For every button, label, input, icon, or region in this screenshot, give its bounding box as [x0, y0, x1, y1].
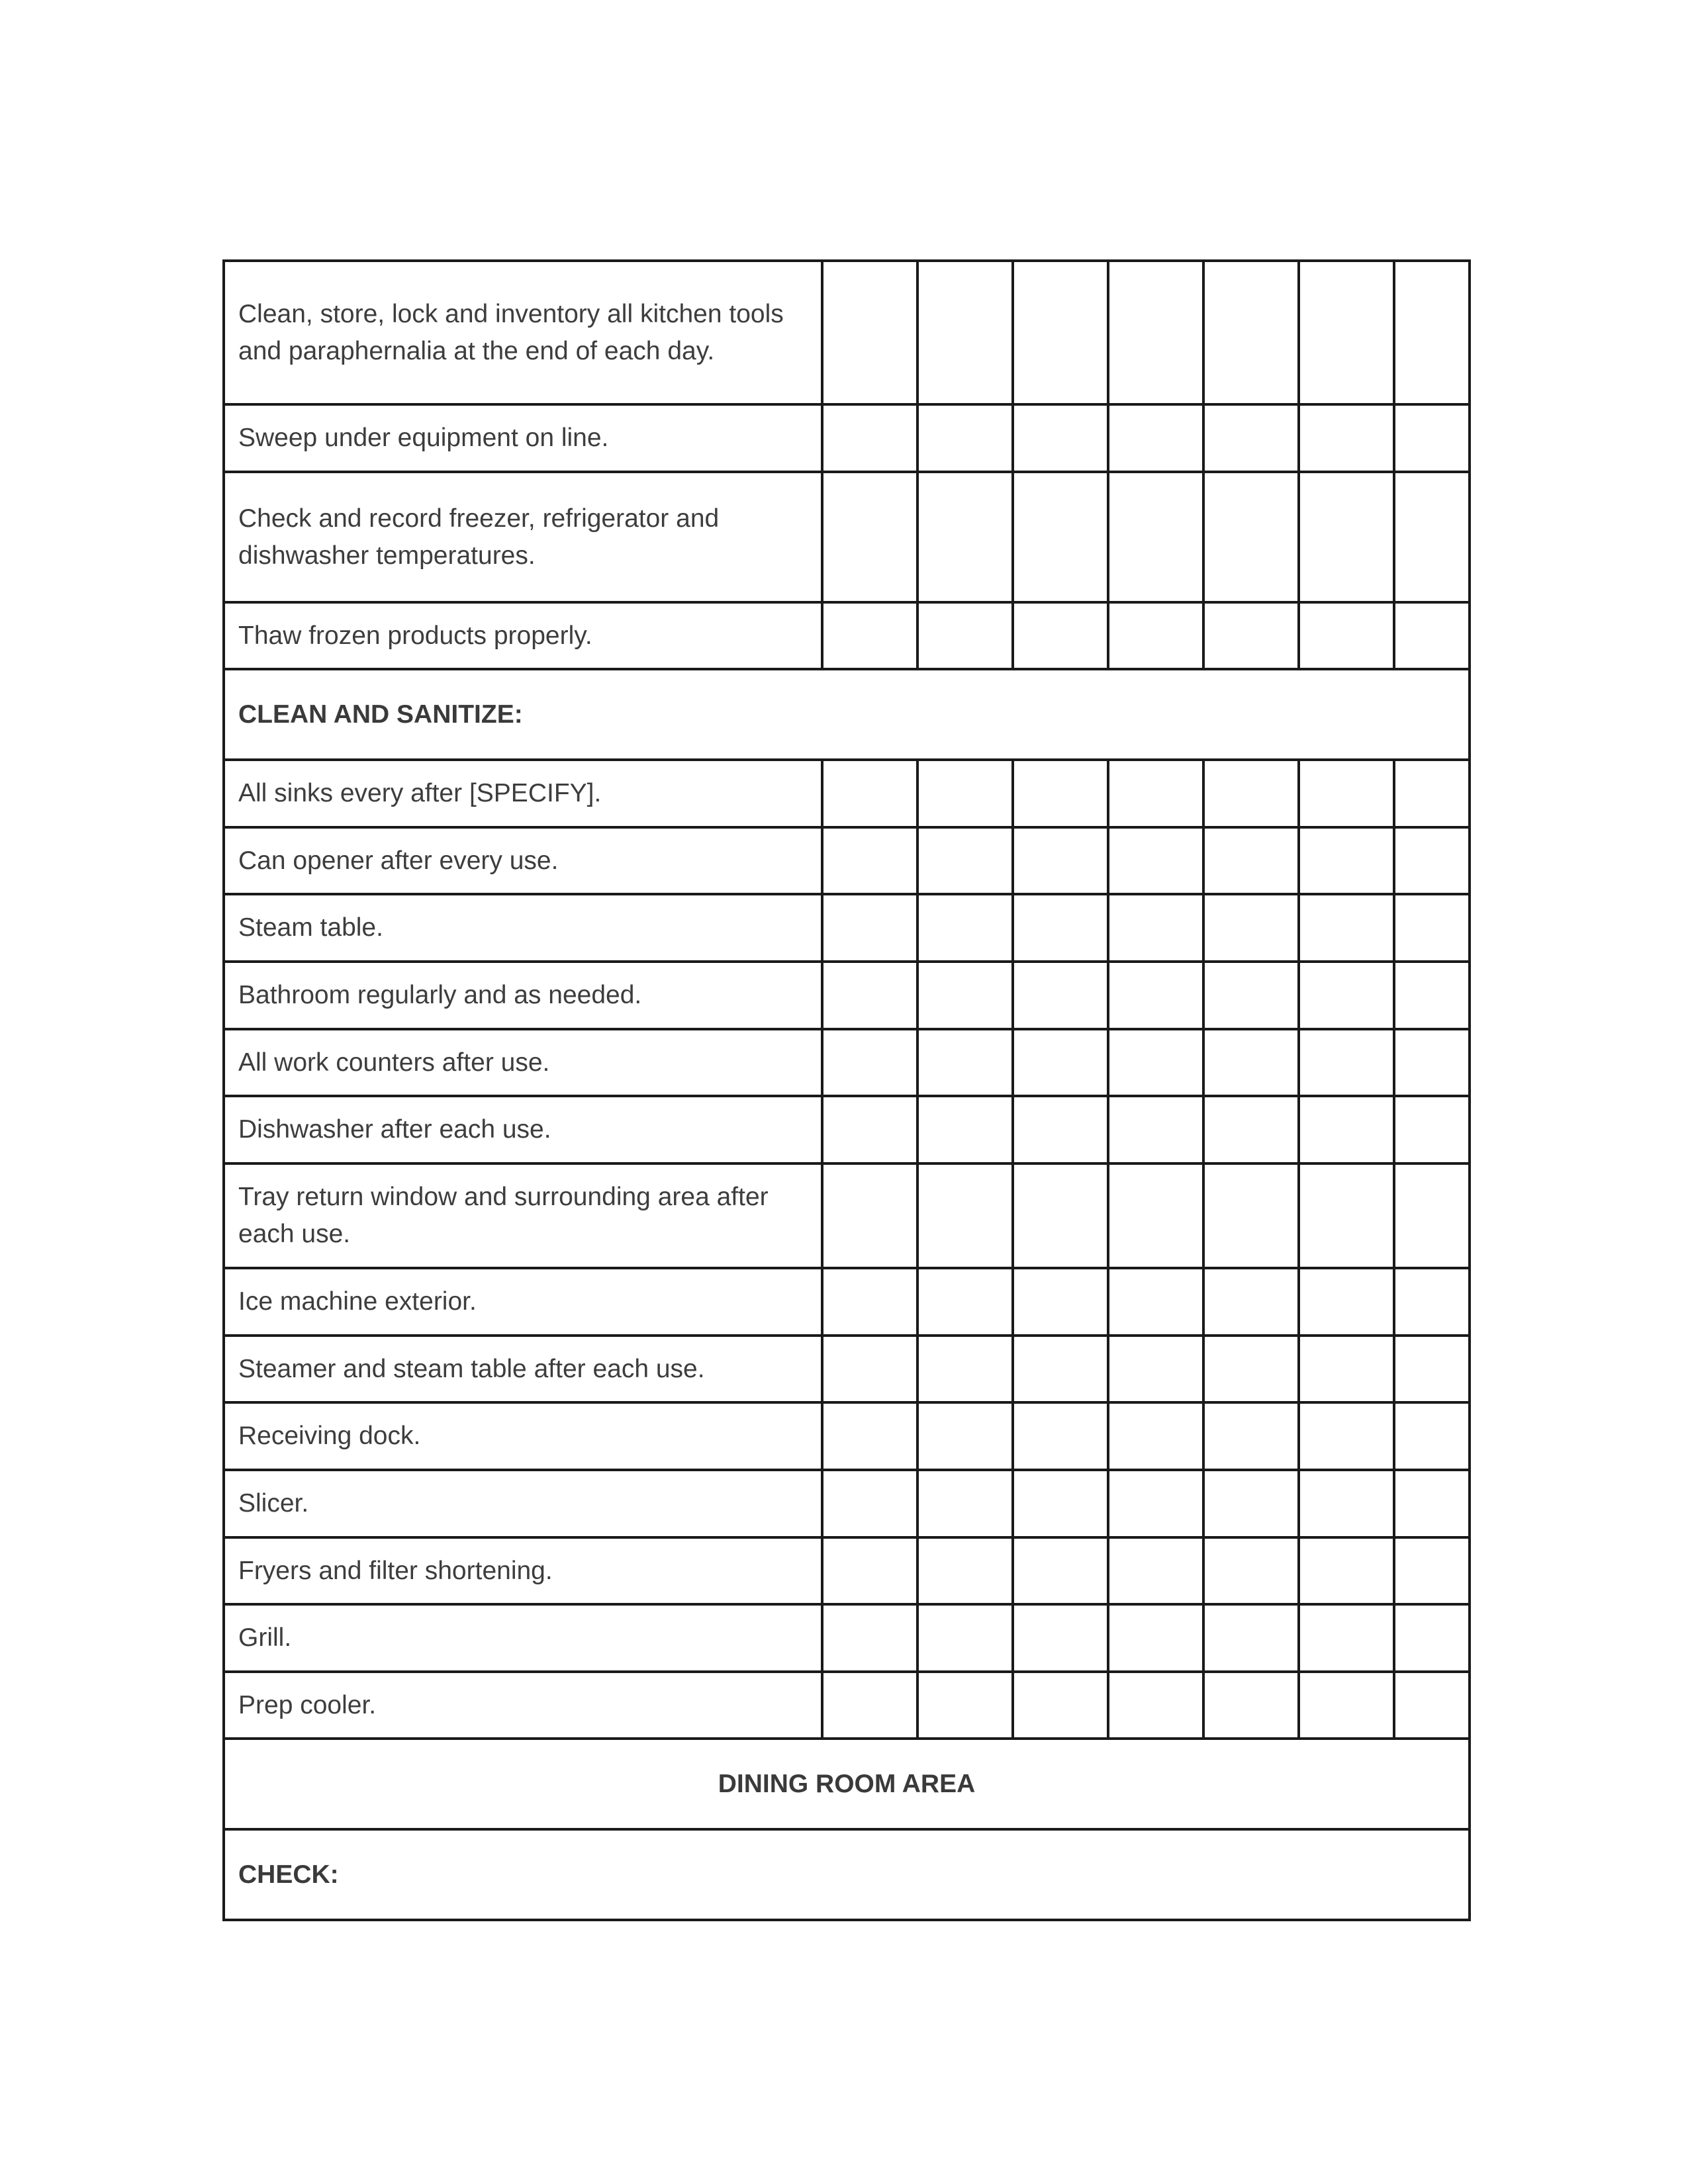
task-label: Receiving dock.: [224, 1402, 822, 1470]
checkbox-cell[interactable]: [1299, 472, 1394, 602]
checkbox-cell[interactable]: [1394, 261, 1470, 404]
checkbox-cell[interactable]: [1013, 827, 1108, 894]
section-row: [224, 1829, 1470, 1920]
checkbox-cell[interactable]: [822, 1163, 917, 1268]
checkbox-cell[interactable]: [1108, 1163, 1203, 1268]
checkbox-cell[interactable]: [1394, 404, 1470, 472]
checkbox-cell[interactable]: [822, 827, 917, 894]
checkbox-cell[interactable]: [822, 261, 917, 404]
task-label: Bathroom regularly and as needed.: [224, 962, 822, 1029]
checkbox-cell[interactable]: [1013, 472, 1108, 602]
checkbox-cell[interactable]: [1299, 1163, 1394, 1268]
checkbox-cell[interactable]: [1394, 1163, 1470, 1268]
checkbox-cell[interactable]: [917, 1604, 1013, 1672]
task-row: [224, 1029, 1470, 1096]
checkbox-cell[interactable]: [1299, 1268, 1394, 1336]
checkbox-cell[interactable]: [1299, 1029, 1394, 1096]
checkbox-cell[interactable]: [1299, 404, 1394, 472]
checkbox-cell[interactable]: [1108, 1672, 1203, 1739]
checkbox-cell[interactable]: [822, 894, 917, 962]
task-row: [224, 760, 1470, 827]
checkbox-cell[interactable]: [1108, 1096, 1203, 1163]
checkbox-cell[interactable]: [822, 1402, 917, 1470]
checkbox-cell[interactable]: [822, 472, 917, 602]
checkbox-cell[interactable]: [1108, 894, 1203, 962]
checkbox-cell[interactable]: [822, 602, 917, 669]
task-row: [224, 1096, 1470, 1163]
task-row: [224, 1537, 1470, 1604]
checkbox-cell[interactable]: [917, 894, 1013, 962]
task-label: Dishwasher after each use.: [224, 1096, 822, 1163]
task-row: [224, 1268, 1470, 1336]
checkbox-cell[interactable]: [1013, 1163, 1108, 1268]
checkbox-cell[interactable]: [917, 1537, 1013, 1604]
checkbox-cell[interactable]: [1394, 602, 1470, 669]
section-row: [224, 1739, 1470, 1829]
task-label: Clean, store, lock and inventory all kitchen tools and paraphernalia at the end of each day.: [224, 261, 822, 404]
checkbox-cell[interactable]: [1203, 1672, 1299, 1739]
checkbox-cell[interactable]: [1299, 1604, 1394, 1672]
checkbox-cell[interactable]: [1299, 827, 1394, 894]
checkbox-cell[interactable]: [1108, 1336, 1203, 1402]
task-label: Steamer and steam table after each use.: [224, 1336, 822, 1402]
checkbox-cell[interactable]: [1013, 962, 1108, 1029]
task-label: Slicer.: [224, 1470, 822, 1537]
checkbox-cell[interactable]: [917, 404, 1013, 472]
section-heading: DINING ROOM AREA: [224, 1739, 1470, 1829]
task-label: Can opener after every use.: [224, 827, 822, 894]
checkbox-cell[interactable]: [1013, 1672, 1108, 1739]
checkbox-cell[interactable]: [1203, 602, 1299, 669]
checkbox-cell[interactable]: [1108, 760, 1203, 827]
task-row: [224, 894, 1470, 962]
checkbox-cell[interactable]: [1013, 1470, 1108, 1537]
checkbox-cell[interactable]: [1394, 760, 1470, 827]
checkbox-cell[interactable]: [1299, 760, 1394, 827]
checkbox-cell[interactable]: [1013, 261, 1108, 404]
task-row: [224, 1336, 1470, 1402]
checkbox-cell[interactable]: [1203, 962, 1299, 1029]
checkbox-cell[interactable]: [1013, 1537, 1108, 1604]
checkbox-cell[interactable]: [917, 1096, 1013, 1163]
checkbox-cell[interactable]: [1299, 1096, 1394, 1163]
checkbox-cell[interactable]: [1203, 894, 1299, 962]
checkbox-cell[interactable]: [917, 1470, 1013, 1537]
checkbox-cell[interactable]: [1203, 1604, 1299, 1672]
checkbox-cell[interactable]: [1108, 261, 1203, 404]
checkbox-cell[interactable]: [1203, 1029, 1299, 1096]
checkbox-cell[interactable]: [1394, 962, 1470, 1029]
task-label: All sinks every after [SPECIFY].: [224, 760, 822, 827]
section-heading: CHECK:: [224, 1829, 1470, 1920]
task-row: [224, 1163, 1470, 1268]
checkbox-cell[interactable]: [1108, 962, 1203, 1029]
checkbox-cell[interactable]: [917, 472, 1013, 602]
task-row: [224, 261, 1470, 404]
checkbox-cell[interactable]: [1013, 404, 1108, 472]
checkbox-cell[interactable]: [1394, 1604, 1470, 1672]
checkbox-cell[interactable]: [1013, 1029, 1108, 1096]
checkbox-cell[interactable]: [1299, 1672, 1394, 1739]
task-row: [224, 1470, 1470, 1537]
checkbox-cell[interactable]: [822, 1029, 917, 1096]
checkbox-cell[interactable]: [822, 1470, 917, 1537]
checkbox-cell[interactable]: [917, 1029, 1013, 1096]
checkbox-cell[interactable]: [1299, 1402, 1394, 1470]
checkbox-cell[interactable]: [1203, 472, 1299, 602]
checkbox-cell[interactable]: [917, 602, 1013, 669]
checkbox-cell[interactable]: [1108, 602, 1203, 669]
checkbox-cell[interactable]: [1394, 894, 1470, 962]
checkbox-cell[interactable]: [1013, 1268, 1108, 1336]
checkbox-cell[interactable]: [1203, 827, 1299, 894]
checkbox-cell[interactable]: [1013, 1402, 1108, 1470]
checkbox-cell[interactable]: [917, 827, 1013, 894]
checkbox-cell[interactable]: [1108, 1470, 1203, 1537]
checkbox-cell[interactable]: [1394, 472, 1470, 602]
checkbox-cell[interactable]: [822, 1604, 917, 1672]
checkbox-cell[interactable]: [1394, 1672, 1470, 1739]
checkbox-cell[interactable]: [917, 1402, 1013, 1470]
checkbox-cell[interactable]: [1203, 1096, 1299, 1163]
checkbox-cell[interactable]: [1394, 1402, 1470, 1470]
checkbox-cell[interactable]: [1013, 894, 1108, 962]
checkbox-cell[interactable]: [822, 404, 917, 472]
checkbox-cell[interactable]: [1203, 404, 1299, 472]
checkbox-cell[interactable]: [822, 962, 917, 1029]
section-heading: CLEAN AND SANITIZE:: [224, 669, 1470, 760]
task-row: [224, 827, 1470, 894]
checkbox-cell[interactable]: [917, 261, 1013, 404]
checkbox-cell[interactable]: [917, 1672, 1013, 1739]
checkbox-cell[interactable]: [1394, 1096, 1470, 1163]
checkbox-cell[interactable]: [1013, 1096, 1108, 1163]
checkbox-cell[interactable]: [1394, 1336, 1470, 1402]
checkbox-cell[interactable]: [1299, 261, 1394, 404]
checkbox-cell[interactable]: [1299, 1336, 1394, 1402]
checkbox-cell[interactable]: [1203, 1268, 1299, 1336]
checkbox-cell[interactable]: [1394, 1470, 1470, 1537]
checkbox-cell[interactable]: [917, 962, 1013, 1029]
checkbox-cell[interactable]: [822, 1268, 917, 1336]
checkbox-cell[interactable]: [1203, 261, 1299, 404]
checkbox-cell[interactable]: [1394, 1029, 1470, 1096]
task-label: Prep cooler.: [224, 1672, 822, 1739]
checkbox-cell[interactable]: [822, 1096, 917, 1163]
task-label: Grill.: [224, 1604, 822, 1672]
checkbox-cell[interactable]: [1108, 472, 1203, 602]
checkbox-cell[interactable]: [1299, 962, 1394, 1029]
checkbox-cell[interactable]: [1203, 1470, 1299, 1537]
checkbox-cell[interactable]: [1013, 602, 1108, 669]
checkbox-cell[interactable]: [1203, 1163, 1299, 1268]
checkbox-cell[interactable]: [1108, 1402, 1203, 1470]
task-label: Ice machine exterior.: [224, 1268, 822, 1336]
checkbox-cell[interactable]: [1108, 1537, 1203, 1604]
checkbox-cell[interactable]: [1108, 404, 1203, 472]
checkbox-cell[interactable]: [917, 760, 1013, 827]
checkbox-cell[interactable]: [822, 1537, 917, 1604]
task-row: [224, 1402, 1470, 1470]
checkbox-cell[interactable]: [1299, 1537, 1394, 1604]
section-row: [224, 669, 1470, 760]
checkbox-cell[interactable]: [1013, 1336, 1108, 1402]
checkbox-cell[interactable]: [1108, 1604, 1203, 1672]
checkbox-cell[interactable]: [1203, 760, 1299, 827]
checkbox-cell[interactable]: [1394, 1268, 1470, 1336]
checkbox-cell[interactable]: [917, 1268, 1013, 1336]
checkbox-cell[interactable]: [1299, 894, 1394, 962]
task-row: [224, 1672, 1470, 1739]
checkbox-cell[interactable]: [1299, 1470, 1394, 1537]
checkbox-cell[interactable]: [1108, 1268, 1203, 1336]
task-label: Check and record freezer, refrigerator and dishwasher temperatures.: [224, 472, 822, 602]
checkbox-cell[interactable]: [1394, 827, 1470, 894]
checkbox-cell[interactable]: [917, 1336, 1013, 1402]
task-row: [224, 962, 1470, 1029]
task-label: Fryers and filter shortening.: [224, 1537, 822, 1604]
checkbox-cell[interactable]: [1203, 1537, 1299, 1604]
checkbox-cell[interactable]: [917, 1163, 1013, 1268]
task-label: Tray return window and surrounding area after each use.: [224, 1163, 822, 1268]
checkbox-cell[interactable]: [1108, 1029, 1203, 1096]
checkbox-cell[interactable]: [1203, 1402, 1299, 1470]
checkbox-cell[interactable]: [1013, 760, 1108, 827]
task-row: [224, 602, 1470, 669]
task-label: Sweep under equipment on line.: [224, 404, 822, 472]
task-label: Thaw frozen products properly.: [224, 602, 822, 669]
checkbox-cell[interactable]: [1299, 602, 1394, 669]
checkbox-cell[interactable]: [1013, 1604, 1108, 1672]
checklist-table: [222, 259, 1471, 1921]
checkbox-cell[interactable]: [1108, 827, 1203, 894]
task-label: All work counters after use.: [224, 1029, 822, 1096]
checkbox-cell[interactable]: [822, 1672, 917, 1739]
checkbox-cell[interactable]: [822, 1336, 917, 1402]
checkbox-cell[interactable]: [822, 760, 917, 827]
task-row: [224, 1604, 1470, 1672]
checkbox-cell[interactable]: [1394, 1537, 1470, 1604]
checkbox-cell[interactable]: [1203, 1336, 1299, 1402]
task-label: Steam table.: [224, 894, 822, 962]
checklist-body: [224, 261, 1470, 1920]
task-row: [224, 404, 1470, 472]
task-row: [224, 472, 1470, 602]
